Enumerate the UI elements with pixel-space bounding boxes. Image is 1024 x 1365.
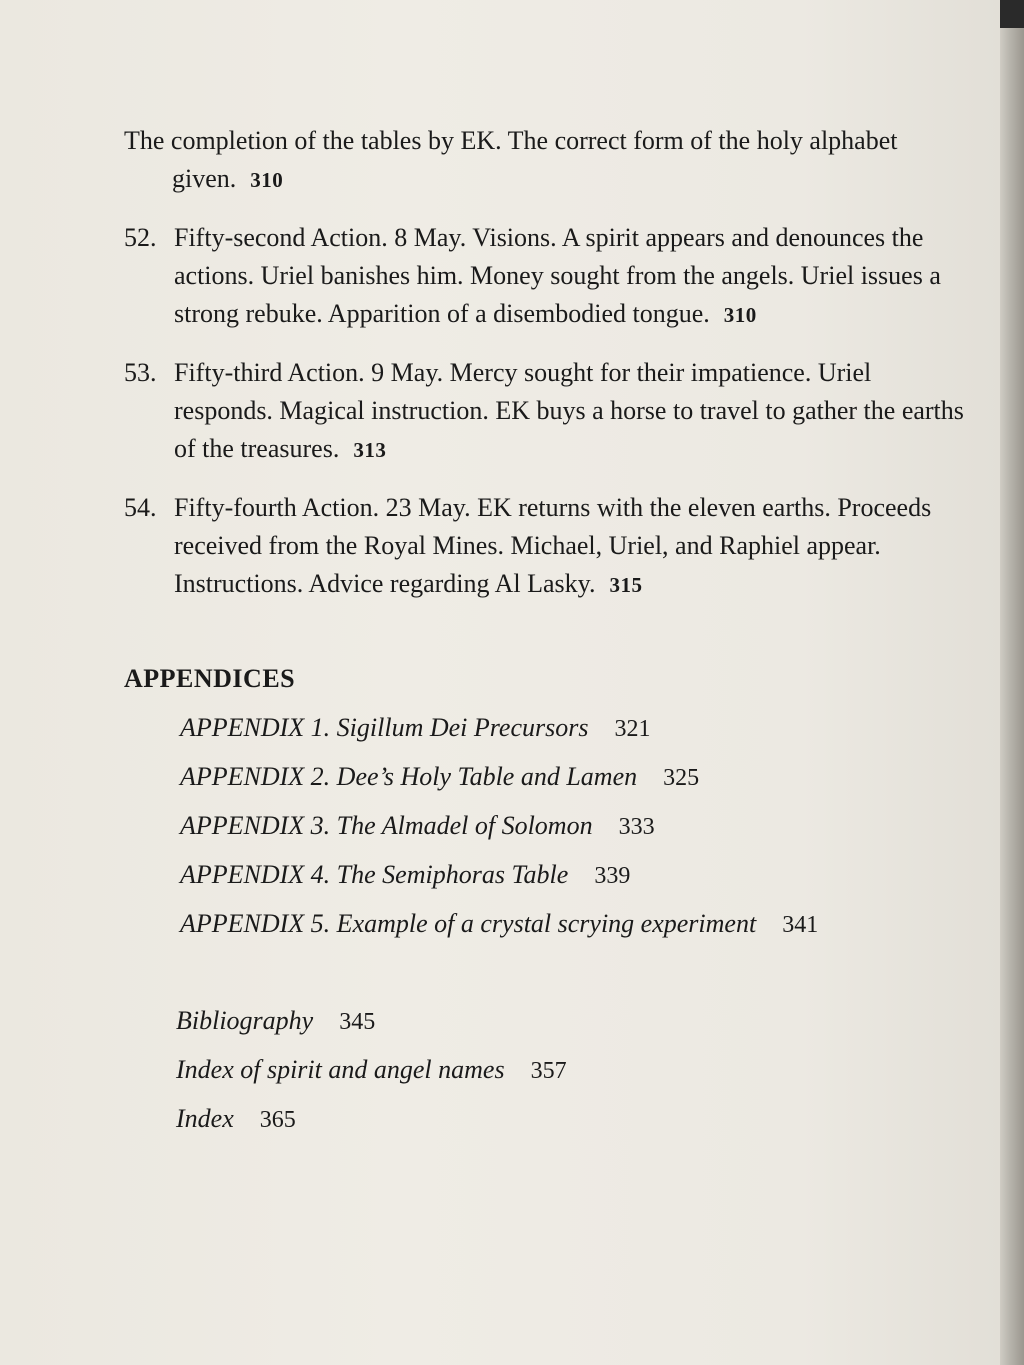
appendix-title: APPENDIX 1. Sigillum Dei Precursors <box>180 713 589 742</box>
appendices-heading: APPENDICES <box>124 664 296 693</box>
back-matter-list <box>176 997 964 1144</box>
entry-page-number: 310 <box>250 168 284 192</box>
back-matter-title: Index <box>176 1104 234 1133</box>
entry-text: Fifty-second Action. 8 May. Visions. A spirit appears and denounces the actions. Uriel banishes him. Money sought from the angels. Uriel issues a strong rebuke. Apparition of a disembodied tongue. <box>174 223 941 328</box>
entry-text: Fifty-third Action. 9 May. Mercy sought for their impatience. Uriel responds. Magical instruction. EK buys a horse to travel to gather the earths of the treasures. <box>174 358 964 463</box>
appendix-page-number: 339 <box>594 863 631 889</box>
appendix-title: APPENDIX 4. The Semiphoras Table <box>180 860 569 889</box>
appendix-item <box>180 753 964 802</box>
appendix-title: APPENDIX 5. Example of a crystal scrying experiment <box>180 909 757 938</box>
appendix-title: APPENDIX 3. The Almadel of Solomon <box>180 811 593 840</box>
table-of-contents <box>124 122 964 1144</box>
appendix-item <box>180 851 964 900</box>
appendix-item <box>180 900 964 949</box>
toc-entry-54 <box>124 489 964 604</box>
appendix-list <box>180 704 964 949</box>
appendix-page-number: 321 <box>614 716 651 742</box>
back-matter-title: Index of spirit and angel names <box>176 1055 505 1084</box>
entry-page-number: 315 <box>609 573 643 597</box>
entry-number: 53. <box>124 358 157 387</box>
appendix-item <box>180 802 964 851</box>
appendix-title: APPENDIX 2. Dee’s Holy Table and Lamen <box>180 762 638 791</box>
entry-text: Fifty-fourth Action. 23 May. EK returns with the eleven earths. Proceeds received from the Royal Mines. Michael, Uriel, and Raphiel appear. Instructions. Advice regarding Al Lasky. <box>174 493 932 598</box>
entry-page-number: 310 <box>723 303 757 327</box>
entry-number: 52. <box>124 223 157 252</box>
back-matter-page-number: 357 <box>530 1058 567 1084</box>
back-matter-item <box>176 1095 964 1144</box>
back-matter-page-number: 345 <box>339 1009 376 1035</box>
page-edge <box>1000 0 1024 1365</box>
appendix-page-number: 341 <box>782 912 819 938</box>
back-matter-item <box>176 1046 964 1095</box>
entry-number: 54. <box>124 493 157 522</box>
back-matter-page-number: 365 <box>259 1107 296 1133</box>
back-matter-title: Bibliography <box>176 1006 314 1035</box>
appendix-page-number: 333 <box>618 814 655 840</box>
back-matter-item <box>176 997 964 1046</box>
entry-text: The completion of the tables by EK. The correct form of the holy alphabet given. <box>124 126 898 193</box>
appendix-page-number: 325 <box>663 765 700 791</box>
toc-entry-52 <box>124 219 964 334</box>
appendix-item <box>180 704 964 753</box>
toc-entry-continuation <box>124 122 964 199</box>
entry-page-number: 313 <box>353 438 387 462</box>
page-corner-shadow <box>1000 0 1024 28</box>
toc-entry-53 <box>124 354 964 469</box>
